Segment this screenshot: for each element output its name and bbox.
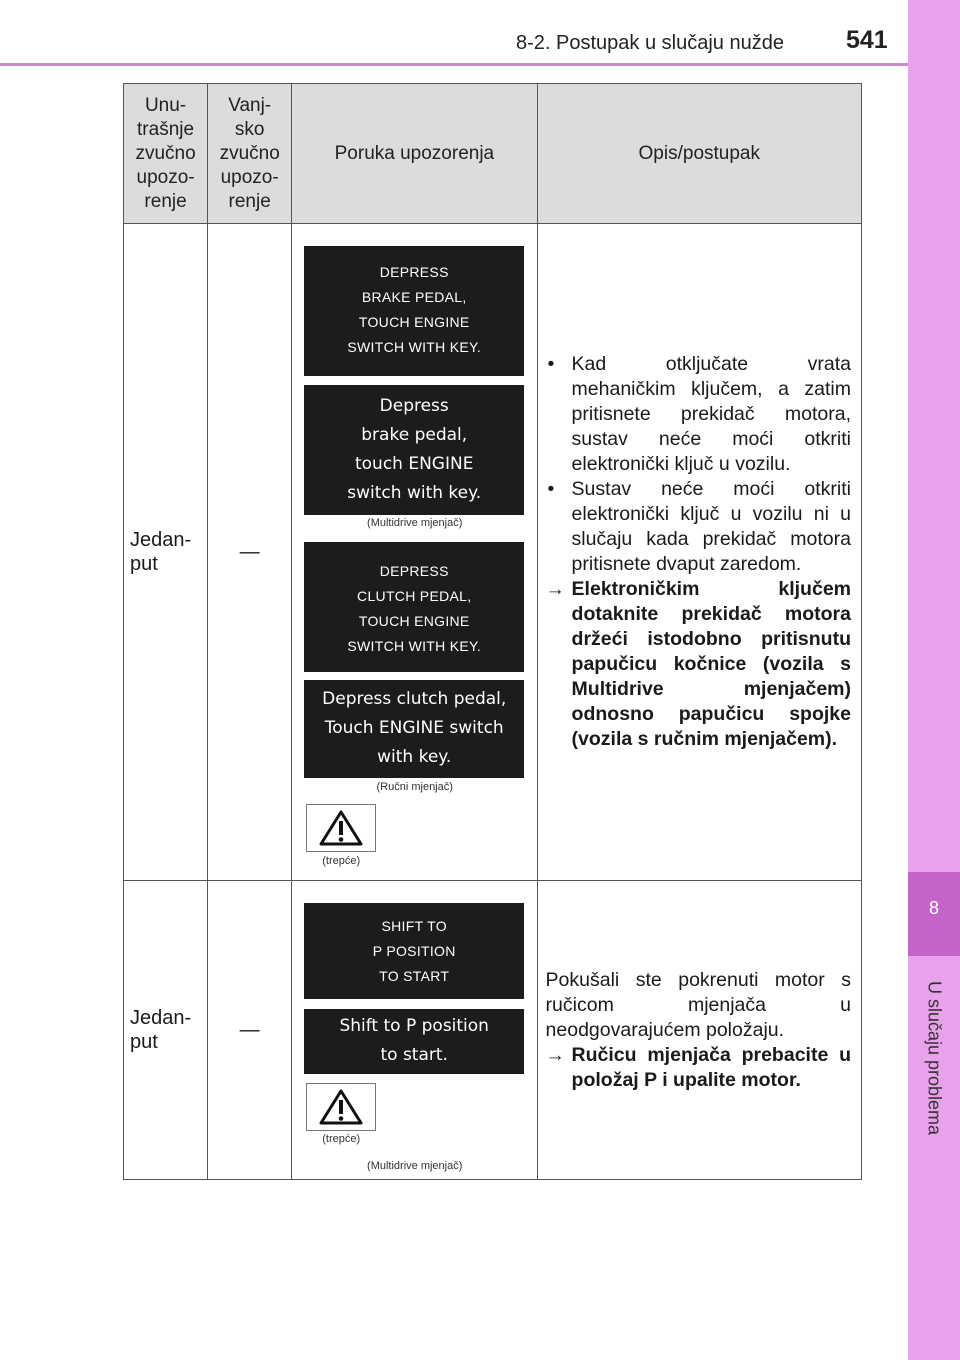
display-line: to start.: [380, 1045, 448, 1065]
display-line: DEPRESS: [379, 264, 449, 280]
caption-blinking: (trepće): [322, 1133, 361, 1145]
display-line: touch ENGINE: [354, 454, 474, 474]
bullet-icon: •: [547, 353, 555, 375]
display-line: DEPRESS: [379, 563, 449, 579]
arrow-icon: →: [545, 578, 566, 600]
display-line: Touch ENGINE switch: [324, 718, 504, 738]
display-line: switch with key.: [347, 483, 482, 503]
header-description: Opis/postupak: [537, 84, 861, 224]
display-line: SWITCH WITH KEY.: [347, 638, 482, 654]
chapter-tab: [908, 0, 960, 1360]
caption-blinking: (trepće): [322, 855, 361, 867]
display-line: CLUTCH PEDAL,: [357, 588, 472, 604]
display-line: P POSITION: [372, 943, 456, 959]
display-line: SHIFT TO: [381, 918, 447, 934]
page-number: 541: [846, 26, 888, 54]
display-line: SWITCH WITH KEY.: [347, 339, 482, 355]
chapter-number: 8: [928, 898, 939, 918]
action-instruction: [546, 1043, 851, 1093]
display-line: TOUCH ENGINE: [358, 613, 470, 629]
action-instruction: [546, 577, 851, 752]
bullet-text: Sustav neće moći otkriti elektronički ključ u vozilu ni u slučaju kada prekidač motora pritisnete dvaput zaredom.: [571, 478, 851, 575]
display-line: with key.: [377, 747, 452, 767]
external-buzzer-cell: —: [208, 224, 292, 881]
chapter-title: U slučaju problema: [924, 980, 945, 1136]
arrow-icon: →: [545, 1043, 566, 1066]
description-cell: [537, 224, 861, 881]
caption-multidrive: (Multidrive mjenjač): [367, 1160, 463, 1172]
warning-indicator: [306, 1083, 376, 1131]
internal-buzzer-cell: Jedan- put: [124, 881, 208, 1180]
display-line: Depress clutch pedal,: [322, 689, 507, 709]
external-buzzer-cell: —: [208, 881, 292, 1180]
warning-triangle-icon: [319, 1089, 363, 1125]
table-row: [124, 881, 862, 1180]
section-title: 8-2. Postupak u slučaju nužde: [516, 32, 784, 54]
display-line: Depress: [379, 396, 449, 416]
action-text: Elektroničkim ključem dotaknite prekidač motora držeći istodobno pritisnutu papučicu kočnice (vozila s Multidrive mjenjačem) odnosno papučicu spojke (vozila s ručnim mjenjačem).: [571, 578, 851, 750]
warning-indicator: [306, 804, 376, 852]
bullet-icon: •: [547, 478, 555, 500]
table-header-row: [124, 84, 862, 224]
warning-message-cell: [292, 881, 537, 1180]
bullet-text: Kad otključate vrata mehaničkim ključem, a zatim pritisnete prekidač motora, sustav neće moći otkriti elektronički ključ u vozilu.: [571, 353, 851, 475]
display-brake-pedal-plain: [304, 246, 524, 376]
warning-triangle-icon: [319, 810, 363, 846]
description-text: Pokušali ste pokrenuti motor s ručicom mjenjača u neodgovarajućem položaju.: [545, 968, 851, 1041]
display-clutch-pedal-plain: [304, 542, 524, 672]
display-clutch-pedal-graphic: [304, 680, 524, 778]
display-brake-pedal-graphic: [304, 385, 524, 515]
header-warning-message: Poruka upozorenja: [292, 84, 537, 224]
display-line: TO START: [379, 968, 450, 984]
warning-table: [123, 83, 862, 1180]
header-external-buzzer: Vanj- sko zvučno upozo- renje: [208, 84, 292, 224]
display-shift-p-plain: [304, 903, 524, 999]
display-line: Shift to P position: [339, 1016, 489, 1036]
display-shift-p-graphic: [304, 1009, 524, 1074]
header-internal-buzzer: Unu- trašnje zvučno upozo- renje: [124, 84, 208, 224]
chapter-number-box: [908, 872, 960, 956]
internal-buzzer-cell: Jedan- put: [124, 224, 208, 881]
header-rule: [0, 63, 908, 66]
table-row: [124, 224, 862, 881]
description-cell: [537, 881, 861, 1180]
display-line: brake pedal,: [361, 425, 468, 445]
action-text: Ručicu mjenjača prebacite u položaj P i upalite motor.: [571, 1043, 851, 1091]
caption-manual: (Ručni mjenjač): [376, 781, 453, 793]
caption-multidrive: (Multidrive mjenjač): [367, 517, 463, 529]
warning-message-cell: [292, 224, 537, 881]
list-item: [546, 352, 851, 477]
display-line: BRAKE PEDAL,: [361, 289, 467, 305]
list-item: [546, 477, 851, 577]
display-line: TOUCH ENGINE: [358, 314, 470, 330]
